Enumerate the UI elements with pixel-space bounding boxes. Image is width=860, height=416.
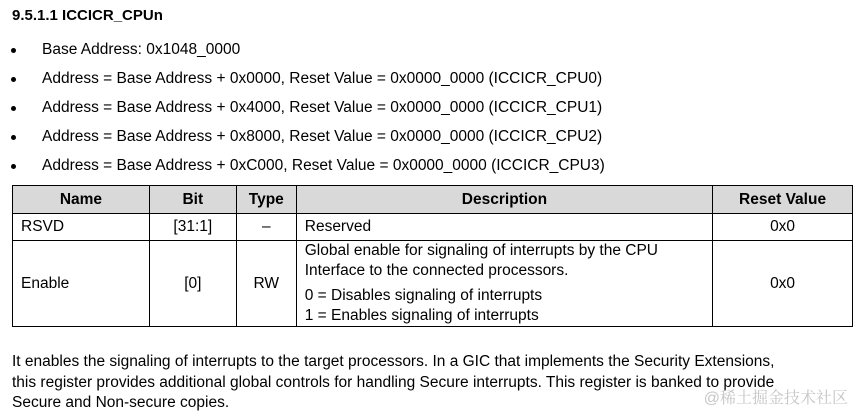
list-item: Address = Base Address + 0xC000, Reset Value = 0x0000_0000 (ICCICR_CPU3) bbox=[0, 156, 605, 185]
address-list bbox=[0, 40, 605, 185]
description-line: 0 = Disables signaling of interrupts bbox=[304, 287, 543, 304]
bullet-icon bbox=[11, 77, 16, 82]
list-item: Address = Base Address + 0x8000, Reset Value = 0x0000_0000 (ICCICR_CPU2) bbox=[0, 127, 605, 156]
description-line: Interface to the connected processors. bbox=[304, 262, 569, 279]
list-item: Base Address: 0x1048_0000 bbox=[0, 40, 605, 69]
paragraph-line: It enables the signaling of interrupts to the target processors. In a GIC that implements the Security Extensions, bbox=[12, 353, 775, 370]
cell-type: – bbox=[236, 214, 296, 241]
bullet-icon bbox=[11, 164, 16, 169]
col-header-name: Name bbox=[13, 186, 150, 214]
cell-description bbox=[296, 241, 712, 327]
cell-name: RSVD bbox=[13, 214, 150, 241]
cell-bit: [31:1] bbox=[149, 214, 236, 241]
cell-type: RW bbox=[236, 241, 296, 327]
section-heading: 9.5.1.1 ICCICR_CPUn bbox=[12, 7, 163, 24]
table-row bbox=[13, 241, 853, 327]
table-row bbox=[13, 214, 853, 241]
bullet-icon bbox=[11, 135, 16, 140]
paragraph-line: Secure and Non-secure copies. bbox=[12, 394, 230, 411]
list-item: Address = Base Address + 0x0000, Reset Value = 0x0000_0000 (ICCICR_CPU0) bbox=[0, 69, 605, 98]
cell-reset-value: 0x0 bbox=[713, 241, 853, 327]
col-header-bit: Bit bbox=[149, 186, 236, 214]
bullet-icon bbox=[11, 106, 16, 111]
description-line: Global enable for signaling of interrupts by the CPU bbox=[304, 242, 659, 259]
col-header-description: Description bbox=[296, 186, 712, 214]
paragraph-line: this register provides additional global controls for handling Secure interrupts. This register is banked to provide bbox=[12, 373, 775, 391]
list-item: Address = Base Address + 0x4000, Reset Value = 0x0000_0000 (ICCICR_CPU1) bbox=[0, 98, 605, 127]
cell-description: Reserved bbox=[296, 214, 712, 241]
col-header-reset-value: Reset Value bbox=[713, 186, 853, 214]
watermark: @稀土掘金技术社区 bbox=[703, 390, 848, 407]
description-line: 1 = Enables signaling of interrupts bbox=[304, 307, 539, 324]
cell-name: Enable bbox=[13, 241, 150, 327]
cell-reset-value: 0x0 bbox=[713, 214, 853, 241]
col-header-type: Type bbox=[236, 186, 296, 214]
table-header-row bbox=[13, 186, 853, 214]
register-table bbox=[12, 185, 853, 327]
cell-bit: [0] bbox=[149, 241, 236, 327]
bullet-icon bbox=[11, 48, 16, 53]
